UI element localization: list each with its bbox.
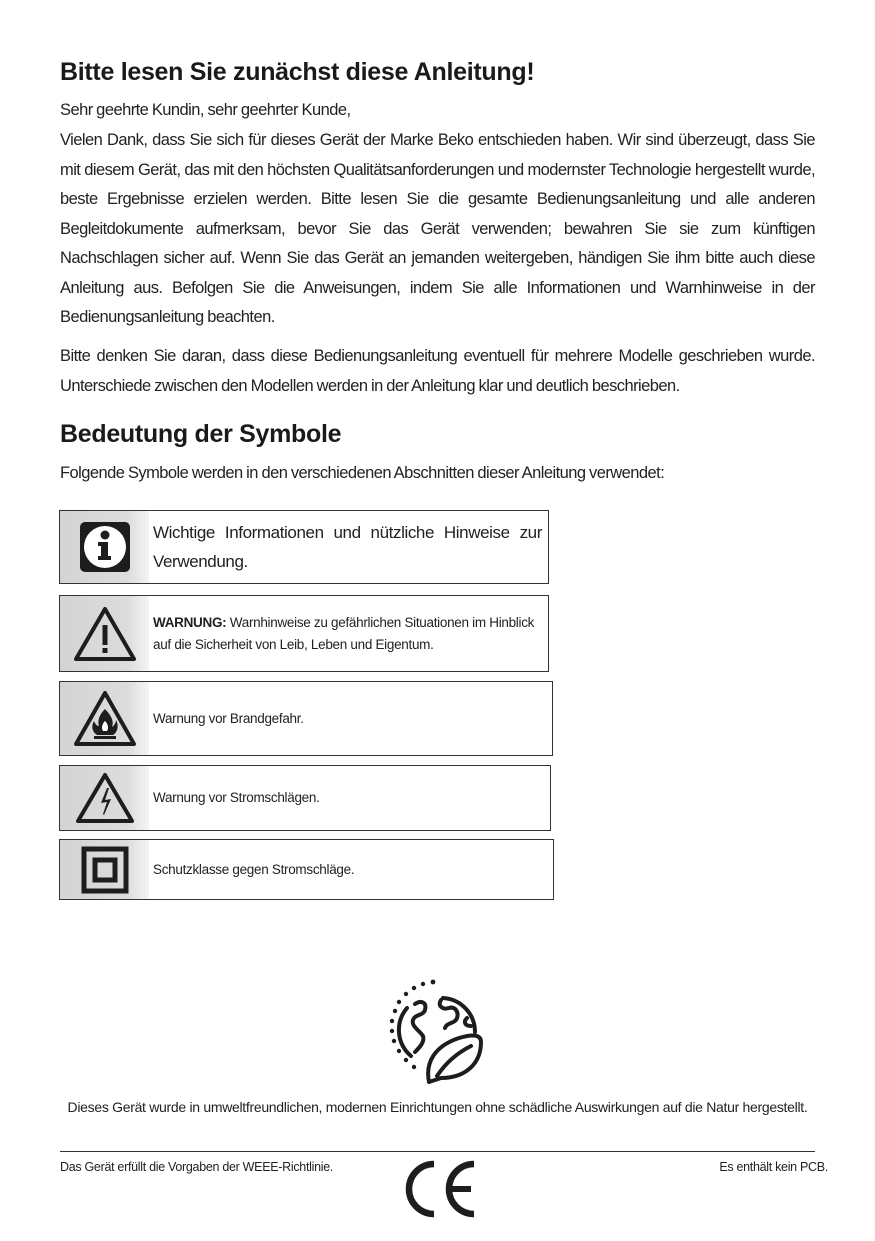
pcb-statement: Es enthält kein PCB. xyxy=(719,1160,828,1174)
symbol-icon-cell xyxy=(60,596,149,671)
symbol-description: Warnung vor Brandgefahr. xyxy=(153,710,304,726)
symbol-description: Warnung vor Stromschlägen. xyxy=(153,790,320,805)
symbols-intro-text: Folgende Symbole werden in den verschiedenen Abschnitten dieser Anleitung verwendet: xyxy=(60,464,665,482)
info-icon xyxy=(78,520,132,574)
intro-paragraph: Vielen Dank, dass Sie sich für dieses Gerät der Marke Beko entschieden haben. Wir sind überzeugt, dass Sie mit diesem Gerät, das mit den höchsten Qualitätsanforderungen und modernster Technologie hergestellt wurde, beste Ergebnisse erzielen werden. Bitte lesen Sie die gesamte Bedienungsanleitung und alle anderen Begleitdokumente aufmerksam, bevor Sie das Gerät verwenden; bewahren Sie sie zum künftigen Nachschlagen sicher auf. Wenn Sie das Gerät an jemanden weitergeben, händigen Sie ihm bitte auch diese Anleitung aus. Befolgen Sie die Anweisungen, indem Sie alle Informationen und Warnhinweise in der Bedienungsanleitung beachten. xyxy=(60,131,815,326)
symbol-row-fire xyxy=(59,681,553,756)
eco-statement: Dieses Gerät wurde in umweltfreundlichen, modernen Einrichtungen ohne schädliche Auswirkungen auf die Natur hergestellt. xyxy=(67,1099,808,1115)
symbol-row-warning xyxy=(59,595,549,672)
symbol-description: Schutzklasse gegen Stromschläge. xyxy=(153,861,355,877)
symbols-heading: Bedeutung der Symbole xyxy=(60,420,342,448)
warning-triangle-icon xyxy=(72,605,138,663)
models-note-paragraph: Bitte denken Sie daran, dass diese Bedienungsanleitung eventuell für mehrere Modelle geschrieben wurde. Unterschiede zwischen den Modellen werden in der Anleitung klar und deutlich beschrieben. xyxy=(60,347,815,395)
protection-class-icon xyxy=(81,846,129,894)
symbol-row-info xyxy=(59,510,549,584)
warning-text: Warnhinweise zu gefährlichen Situationen im Hinblick auf die Sicherheit von Leib, Leben und Eigentum. xyxy=(153,614,535,652)
symbol-description: Wichtige Informationen und nützliche Hinweise zur Verwendung. xyxy=(153,523,542,571)
symbol-icon-cell xyxy=(60,511,149,583)
symbol-icon-cell xyxy=(60,682,149,755)
salutation-text: Sehr geehrte Kundin, sehr geehrter Kunde, xyxy=(60,101,351,119)
footer-divider xyxy=(60,1151,815,1152)
weee-statement: Das Gerät erfüllt die Vorgaben der WEEE-Richtlinie. xyxy=(60,1160,334,1174)
warning-label: WARNUNG: xyxy=(153,614,227,630)
symbol-description xyxy=(149,596,548,671)
page-title: Bitte lesen Sie zunächst diese Anleitung! xyxy=(60,58,535,86)
symbol-icon-cell xyxy=(60,766,149,830)
globe-leaf-icon xyxy=(385,978,487,1084)
ce-mark-icon xyxy=(400,1160,478,1218)
fire-hazard-icon xyxy=(72,689,138,749)
symbol-row-protection-class xyxy=(59,839,554,900)
symbol-icon-cell xyxy=(60,840,149,899)
symbol-row-electric xyxy=(59,765,551,831)
electric-shock-icon xyxy=(74,771,136,825)
